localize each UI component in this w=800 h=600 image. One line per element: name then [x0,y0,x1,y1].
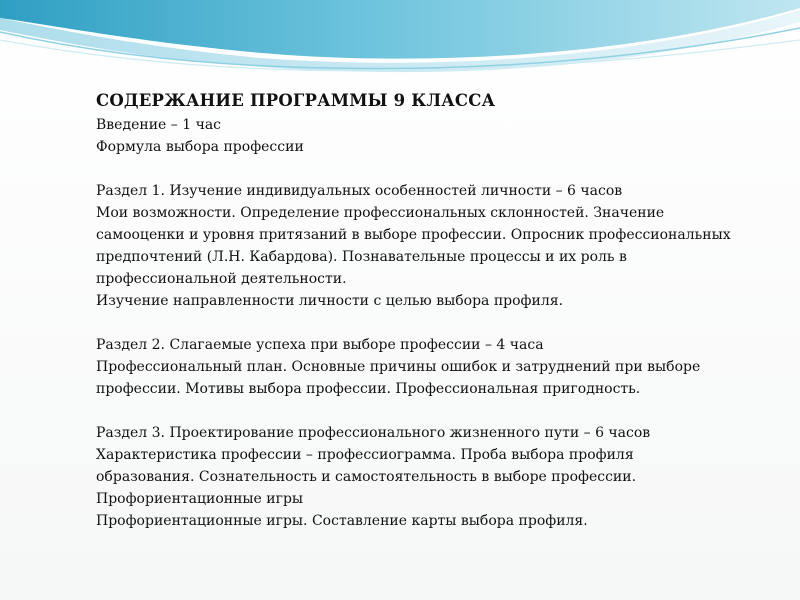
intro-line: Введение – 1 час [96,117,222,133]
section-1-heading: Раздел 1. Изучение индивидуальных особенностей личности – 6 часов [96,183,623,199]
section-3-extra: Профориентационные игры [96,491,304,507]
section-2-body: Профессиональный план. Основные причины ошибок и затруднений при выборе профессии. Мотивы выбора профессии. Профессиональная пригодность. [96,359,701,397]
spacer [96,158,736,180]
section-1-body: Мои возможности. Определение профессиональных склонностей. Значение самооценки и уровня притязаний в выборе профессии. Опросник профессиональных предпочтений (Л.Н. Кабардова). Познавательные процессы и их роль в профессиональной деятельности. [96,205,731,287]
spacer [96,400,736,422]
slide-title: СОДЕРЖАНИЕ ПРОГРАММЫ 9 КЛАССА [96,91,496,110]
section-3-heading: Раздел 3. Проектирование профессионального жизненного пути – 6 часов [96,425,651,441]
header-wave-decoration [0,0,800,80]
section-1-extra: Изучение направленности личности с целью выбора профиля. [96,293,564,309]
section-3-extra-2: Профориентационные игры. Составление карты выбора профиля. [96,513,588,529]
spacer [96,312,736,334]
formula-line: Формула выбора профессии [96,139,304,155]
section-3-body: Характеристика профессии – профессиограмма. Проба выбора профиля образования. Сознательность и самостоятельность в выборе профессии. [96,447,637,485]
program-content [96,88,736,532]
section-2-heading: Раздел 2. Слагаемые успеха при выборе профессии – 4 часа [96,337,544,353]
